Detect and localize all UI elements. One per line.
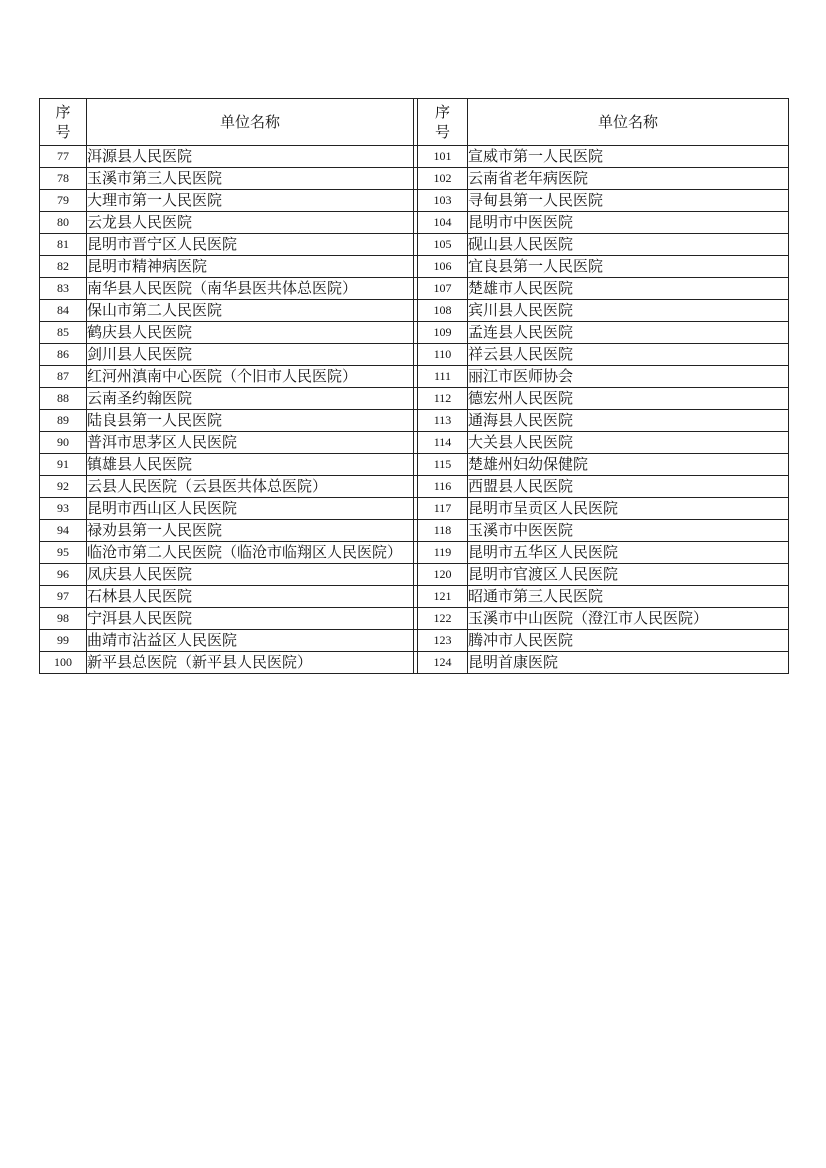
row-number-right: 111 (418, 366, 468, 388)
seq-header-char-1: 序 (434, 103, 450, 121)
seq-header-right (418, 99, 468, 146)
row-number-right: 102 (418, 168, 468, 190)
unit-name-right: 砚山县人民医院 (468, 234, 789, 256)
unit-name-left: 剑川县人民医院 (87, 344, 414, 366)
unit-name-left: 石林县人民医院 (87, 586, 414, 608)
table-row (40, 212, 789, 234)
unit-name-right: 祥云县人民医院 (468, 344, 789, 366)
unit-name-right: 通海县人民医院 (468, 410, 789, 432)
unit-name-left: 新平县总医院（新平县人民医院） (87, 652, 414, 674)
row-number-left: 84 (40, 300, 87, 322)
unit-name-right: 昭通市第三人民医院 (468, 586, 789, 608)
row-number-left: 87 (40, 366, 87, 388)
unit-name-right: 玉溪市中山医院（澄江市人民医院） (468, 608, 789, 630)
unit-name-right: 玉溪市中医医院 (468, 520, 789, 542)
row-number-left: 91 (40, 454, 87, 476)
row-number-left: 83 (40, 278, 87, 300)
unit-name-right: 德宏州人民医院 (468, 388, 789, 410)
row-number-left: 95 (40, 542, 87, 564)
table-row (40, 652, 789, 674)
unit-name-right: 宜良县第一人民医院 (468, 256, 789, 278)
row-number-left: 78 (40, 168, 87, 190)
table-row (40, 630, 789, 652)
table-row (40, 586, 789, 608)
table-row (40, 278, 789, 300)
row-number-left: 85 (40, 322, 87, 344)
seq-header-char-2: 号 (55, 123, 71, 141)
table-row (40, 190, 789, 212)
row-number-left: 80 (40, 212, 87, 234)
row-number-left: 92 (40, 476, 87, 498)
row-number-right: 108 (418, 300, 468, 322)
unit-name-left: 陆良县第一人民医院 (87, 410, 414, 432)
unit-name-left: 大理市第一人民医院 (87, 190, 414, 212)
unit-name-left: 禄劝县第一人民医院 (87, 520, 414, 542)
seq-header-char-1: 序 (55, 103, 71, 121)
row-number-left: 81 (40, 234, 87, 256)
row-number-right: 104 (418, 212, 468, 234)
unit-name-left: 昆明市晋宁区人民医院 (87, 234, 414, 256)
row-number-right: 122 (418, 608, 468, 630)
row-number-right: 121 (418, 586, 468, 608)
row-number-right: 115 (418, 454, 468, 476)
table-row (40, 366, 789, 388)
table-body (40, 146, 789, 674)
unit-name-right: 楚雄市人民医院 (468, 278, 789, 300)
unit-name-left: 曲靖市沾益区人民医院 (87, 630, 414, 652)
table-row (40, 300, 789, 322)
unit-name-left: 红河州滇南中心医院（个旧市人民医院） (87, 366, 414, 388)
table-row (40, 520, 789, 542)
unit-name-right: 昆明市官渡区人民医院 (468, 564, 789, 586)
row-number-left: 100 (40, 652, 87, 674)
unit-name-right: 宣威市第一人民医院 (468, 146, 789, 168)
row-number-right: 109 (418, 322, 468, 344)
row-number-left: 98 (40, 608, 87, 630)
unit-name-right: 腾冲市人民医院 (468, 630, 789, 652)
table-row (40, 146, 789, 168)
unit-name-right: 丽江市医师协会 (468, 366, 789, 388)
unit-name-right: 宾川县人民医院 (468, 300, 789, 322)
table-row (40, 608, 789, 630)
table-row (40, 432, 789, 454)
row-number-left: 96 (40, 564, 87, 586)
unit-name-left: 昆明市西山区人民医院 (87, 498, 414, 520)
row-number-right: 110 (418, 344, 468, 366)
unit-name-left: 保山市第二人民医院 (87, 300, 414, 322)
unit-name-left: 云龙县人民医院 (87, 212, 414, 234)
table-row (40, 564, 789, 586)
unit-name-right: 昆明市呈贡区人民医院 (468, 498, 789, 520)
row-number-right: 106 (418, 256, 468, 278)
row-number-left: 97 (40, 586, 87, 608)
table-row (40, 388, 789, 410)
unit-name-right: 寻甸县第一人民医院 (468, 190, 789, 212)
table-row (40, 322, 789, 344)
unit-name-left: 鹤庆县人民医院 (87, 322, 414, 344)
table-row (40, 476, 789, 498)
table-header-row (40, 99, 789, 146)
row-number-right: 103 (418, 190, 468, 212)
row-number-right: 124 (418, 652, 468, 674)
row-number-right: 116 (418, 476, 468, 498)
unit-name-left: 云南圣约翰医院 (87, 388, 414, 410)
row-number-right: 107 (418, 278, 468, 300)
row-number-left: 99 (40, 630, 87, 652)
unit-name-right: 昆明市五华区人民医院 (468, 542, 789, 564)
unit-list-table (39, 98, 789, 674)
unit-name-right: 楚雄州妇幼保健院 (468, 454, 789, 476)
table-row (40, 168, 789, 190)
row-number-right: 112 (418, 388, 468, 410)
seq-header-char-2: 号 (434, 123, 450, 141)
unit-name-left: 昆明市精神病医院 (87, 256, 414, 278)
row-number-left: 79 (40, 190, 87, 212)
unit-name-left: 镇雄县人民医院 (87, 454, 414, 476)
unit-name-left: 洱源县人民医院 (87, 146, 414, 168)
row-number-right: 120 (418, 564, 468, 586)
row-number-right: 101 (418, 146, 468, 168)
row-number-left: 86 (40, 344, 87, 366)
table-row (40, 454, 789, 476)
row-number-left: 94 (40, 520, 87, 542)
unit-name-left: 宁洱县人民医院 (87, 608, 414, 630)
unit-name-right: 孟连县人民医院 (468, 322, 789, 344)
name-header-left: 单位名称 (87, 99, 414, 146)
row-number-left: 88 (40, 388, 87, 410)
row-number-right: 123 (418, 630, 468, 652)
unit-name-right: 云南省老年病医院 (468, 168, 789, 190)
row-number-left: 89 (40, 410, 87, 432)
unit-name-right: 昆明市中医医院 (468, 212, 789, 234)
row-number-right: 118 (418, 520, 468, 542)
row-number-right: 117 (418, 498, 468, 520)
seq-header-left (40, 99, 87, 146)
table-row (40, 256, 789, 278)
unit-name-right: 大关县人民医院 (468, 432, 789, 454)
unit-name-left: 玉溪市第三人民医院 (87, 168, 414, 190)
name-header-right: 单位名称 (468, 99, 789, 146)
unit-name-left: 临沧市第二人民医院（临沧市临翔区人民医院） (87, 542, 414, 564)
table-row (40, 234, 789, 256)
row-number-left: 93 (40, 498, 87, 520)
row-number-right: 114 (418, 432, 468, 454)
unit-name-right: 西盟县人民医院 (468, 476, 789, 498)
unit-name-left: 凤庆县人民医院 (87, 564, 414, 586)
row-number-left: 77 (40, 146, 87, 168)
unit-name-left: 普洱市思茅区人民医院 (87, 432, 414, 454)
row-number-left: 90 (40, 432, 87, 454)
table-row (40, 410, 789, 432)
row-number-left: 82 (40, 256, 87, 278)
unit-name-left: 云县人民医院（云县医共体总医院） (87, 476, 414, 498)
unit-name-left: 南华县人民医院（南华县医共体总医院） (87, 278, 414, 300)
row-number-right: 113 (418, 410, 468, 432)
row-number-right: 119 (418, 542, 468, 564)
row-number-right: 105 (418, 234, 468, 256)
table-row (40, 498, 789, 520)
table-row (40, 542, 789, 564)
table-row (40, 344, 789, 366)
unit-name-right: 昆明首康医院 (468, 652, 789, 674)
